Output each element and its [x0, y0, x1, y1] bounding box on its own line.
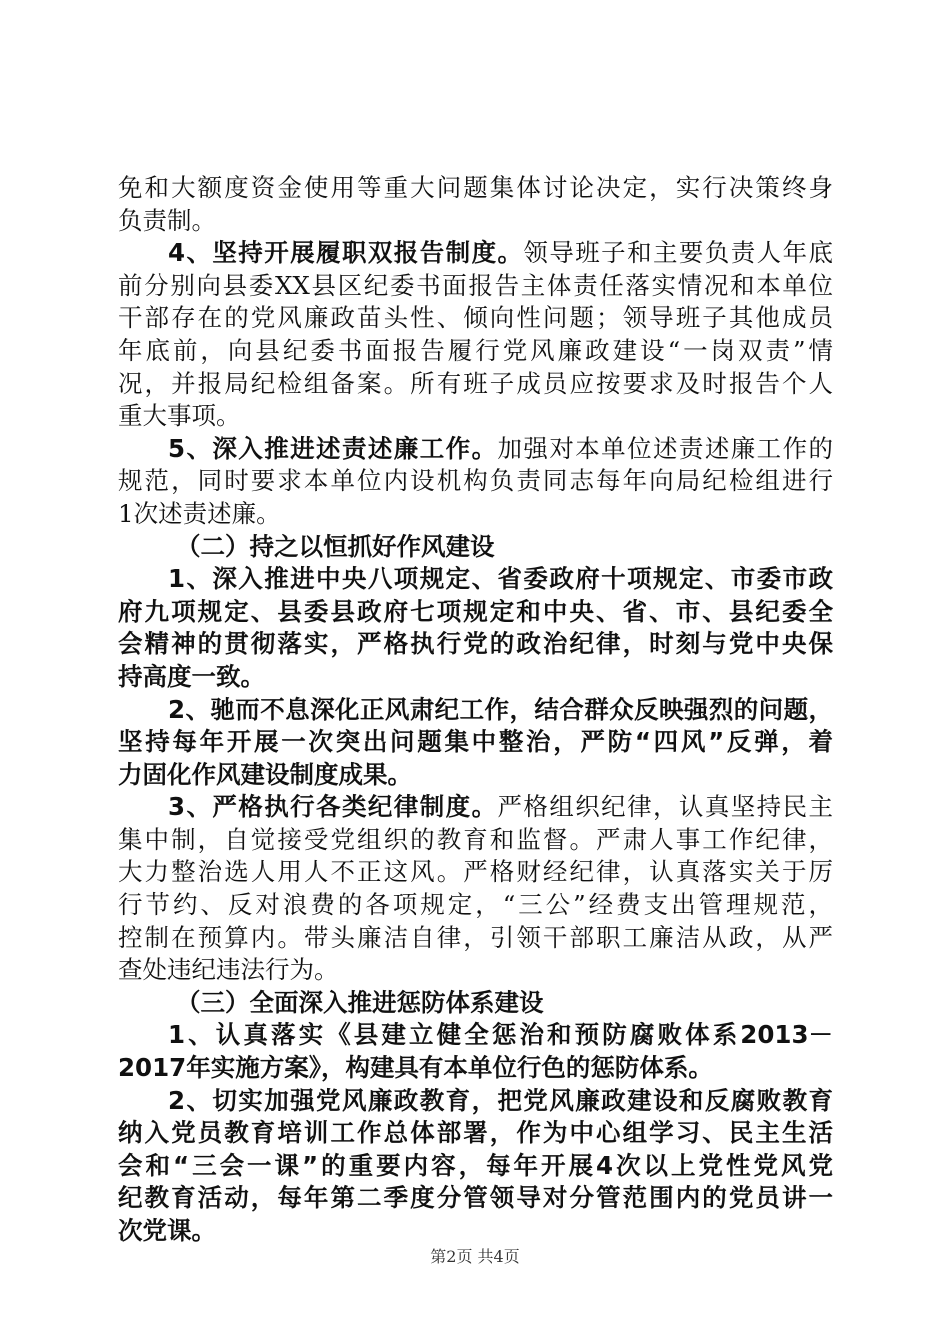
bold-text: 2017年实施方案》，构建具有本单位行色的惩防体系。: [118, 1053, 713, 1083]
body-text: 免和大额度资金使用等重大问题集体讨论决定，实行决策终身: [118, 173, 833, 202]
bold-text: 坚持每年开展一次突出问题集中整治，严防“四风”反弹，着: [118, 727, 833, 757]
bold-text: （二）持之以恒抓好作风建设: [176, 531, 495, 561]
page-footer: 第2页 共4页: [430, 1247, 520, 1266]
text-line: [118, 596, 833, 629]
text-line: [118, 791, 833, 824]
bold-text: 1、深入推进中央八项规定、省委政府十项规定、市委市政: [168, 564, 833, 594]
text-line: [118, 922, 833, 955]
body-text: 前分别向县委XX县区纪委书面报告主体责任落实情况和本单位: [118, 270, 833, 300]
body-text: 领导班子和主要负责人年底: [523, 238, 834, 268]
body-text: 1次述责述廉。: [118, 498, 281, 528]
text-line: [118, 628, 833, 661]
text-line: [118, 531, 833, 564]
bold-text: （三）全面深入推进惩防体系建设: [176, 987, 544, 1017]
bold-text: 会和“三会一课”的重要内容，每年开展4次以上党性党风党: [118, 1150, 833, 1180]
text-line: [118, 856, 833, 889]
text-line: [118, 759, 833, 792]
body-text: 严格组织纪律，认真坚持民主: [497, 792, 834, 822]
text-line: [118, 237, 833, 270]
bold-text: 纳入党员教育培训工作总体部署，作为中心组学习、民主生活: [118, 1118, 833, 1148]
bold-text: 纪教育活动，每年第二季度分管领导对分管范围内的党员讲一: [118, 1183, 833, 1213]
body-text: 控制在预算内。带头廉洁自律，引领干部职工廉洁从政，从严: [118, 922, 833, 952]
text-line: [118, 302, 833, 335]
text-line: [118, 1019, 833, 1052]
body-text: 查处违纪违法行为。: [118, 955, 339, 985]
bold-text: 力固化作风建设制度成果。: [118, 759, 412, 789]
text-line: [118, 987, 833, 1020]
body-text: 干部存在的党风廉政苗头性、倾向性问题；领导班子其他成员: [118, 303, 833, 333]
text-line: [118, 824, 833, 857]
bold-text: 4、坚持开展履职双报告制度。: [168, 238, 524, 268]
text-line: [118, 889, 833, 922]
text-line: [118, 335, 833, 368]
text-line: [118, 1215, 833, 1248]
bold-text: 会精神的贯彻落实，严格执行党的政治纪律，时刻与党中央保: [118, 629, 833, 659]
text-line: [118, 661, 833, 694]
text-line: [118, 1052, 833, 1085]
body-text: 规范，同时要求本单位内设机构负责同志每年向局纪检组进行: [118, 466, 833, 496]
text-line: [118, 368, 833, 401]
bold-text: 2、切实加强党风廉政教育，把党风廉政建设和反腐败教育: [168, 1085, 833, 1115]
text-line: [118, 726, 833, 759]
text-line: [118, 563, 833, 596]
bold-text: 5、深入推进述责述廉工作。: [168, 433, 498, 463]
text-line: [118, 1150, 833, 1183]
text-line: [118, 400, 833, 433]
text-line: [118, 465, 833, 498]
body-text: 行节约、反对浪费的各项规定，“三公”经费支出管理规范，: [118, 890, 833, 920]
bold-text: 府九项规定、县委县政府七项规定和中央、省、市、县纪委全: [118, 596, 833, 626]
body-text: 负责制。: [118, 205, 216, 235]
document-body: [118, 172, 833, 1248]
body-text: 集中制，自觉接受党组织的教育和监督。严肃人事工作纪律，: [118, 824, 833, 854]
text-line: [118, 1182, 833, 1215]
text-line: [118, 498, 833, 531]
bold-text: 3、严格执行各类纪律制度。: [168, 792, 498, 822]
text-line: [118, 433, 833, 466]
body-text: 重大事项。: [118, 401, 241, 431]
text-line: [118, 1085, 833, 1118]
bold-text: 1、认真落实《县建立健全惩治和预防腐败体系2013－: [168, 1020, 833, 1050]
bold-text: 次党课。: [118, 1216, 216, 1245]
bold-text: 持高度一致。: [118, 661, 265, 691]
body-text: 况，并报局纪检组备案。所有班子成员应按要求及时报告个人: [118, 368, 833, 398]
body-text: 加强对本单位述责述廉工作的: [497, 433, 834, 463]
text-line: [118, 205, 833, 238]
text-line: [118, 694, 833, 727]
text-line: [118, 954, 833, 987]
body-text: 大力整治选人用人不正这风。严格财经纪律，认真落实关于厉: [118, 857, 833, 887]
text-line: [118, 270, 833, 303]
text-line: [118, 1117, 833, 1150]
bold-text: 2、驰而不息深化正风肃纪工作，结合群众反映强烈的问题，: [168, 694, 833, 724]
text-line: [118, 172, 833, 205]
body-text: 年底前，向县纪委书面报告履行党风廉政建设“一岗双责”情: [118, 335, 833, 365]
